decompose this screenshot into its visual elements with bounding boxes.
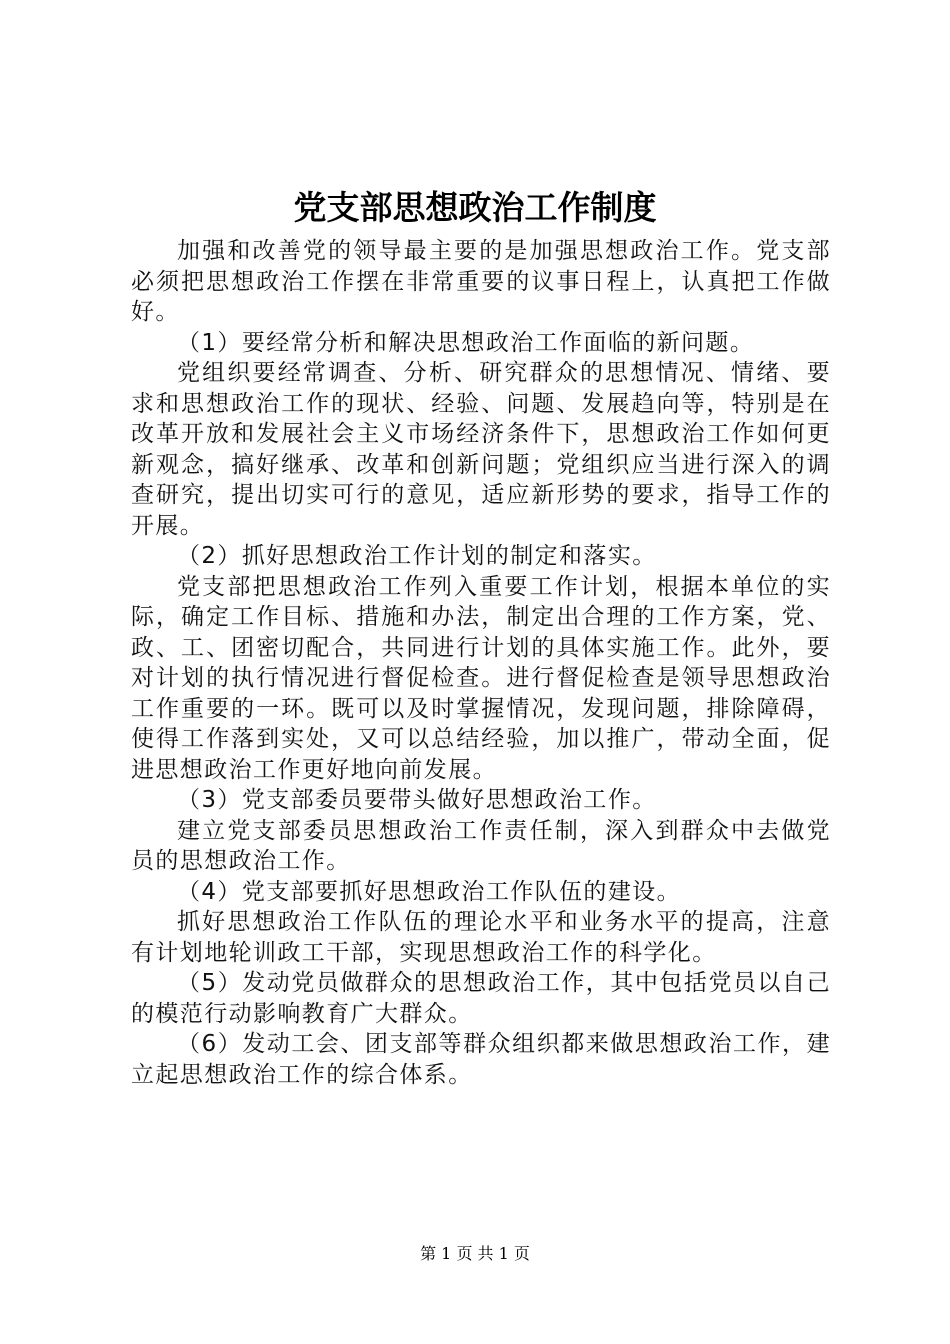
- paragraph-3: 建立党支部委员思想政治工作责任制，深入到群众中去做党员的思想政治工作。: [131, 817, 831, 874]
- paragraph-4: 抓好思想政治工作队伍的理论水平和业务水平的提高，注意有计划地轮训政工干部，实现思想政治工作的科学化。: [131, 909, 831, 966]
- section-heading-5: （5）发动党员做群众的思想政治工作，其中包括党员以自己的模范行动影响教育广大群众。: [131, 970, 831, 1027]
- section-heading-4: （4）党支部要抓好思想政治工作队伍的建设。: [177, 878, 682, 905]
- section-heading-1: （1）要经常分析和解决思想政治工作面临的新问题。: [177, 329, 755, 356]
- paragraph-intro: 加强和改善党的领导最主要的是加强思想政治工作。党支部必须把思想政治工作摆在非常重要的议事日程上，认真把工作做好。: [131, 238, 831, 325]
- section-heading-2: （2）抓好思想政治工作计划的制定和落实。: [177, 543, 657, 569]
- paragraph-1: 党组织要经常调查、分析、研究群众的思想情况、情绪、要求和思想政治工作的现状、经验、问题、发展趋向等，特别是在改革开放和发展社会主义市场经济条件下，思想政治工作如何更新观念，搞好继承、改革和创新问题；党组织应当进行深入的调查研究，提出切实可行的意见，适应新形势的要求，指导工作的开展。: [131, 360, 831, 539]
- paragraph-2: 党支部把思想政治工作列入重要工作计划，根据本单位的实际，确定工作目标、措施和办法，制定出合理的工作方案，党、政、工、团密切配合，共同进行计划的具体实施工作。此外，要对计划的执行情况进行督促检查。进行督促检查是领导思想政治工作重要的一环。既可以及时掌握情况，发现问题，排除障碍，使得工作落到实处，又可以总结经验，加以推广，带动全面，促进思想政治工作更好地向前发展。: [131, 573, 831, 783]
- section-heading-6: （6）发动工会、团支部等群众组织都来做思想政治工作，建立起思想政治工作的综合体系。: [131, 1031, 831, 1088]
- page-number-footer: 第 1 页 共 1 页: [420, 1244, 530, 1263]
- document-title: 党支部思想政治工作制度: [293, 188, 657, 227]
- section-heading-3: （3）党支部委员要带头做好思想政治工作。: [177, 787, 657, 813]
- document-body: [131, 236, 831, 1090]
